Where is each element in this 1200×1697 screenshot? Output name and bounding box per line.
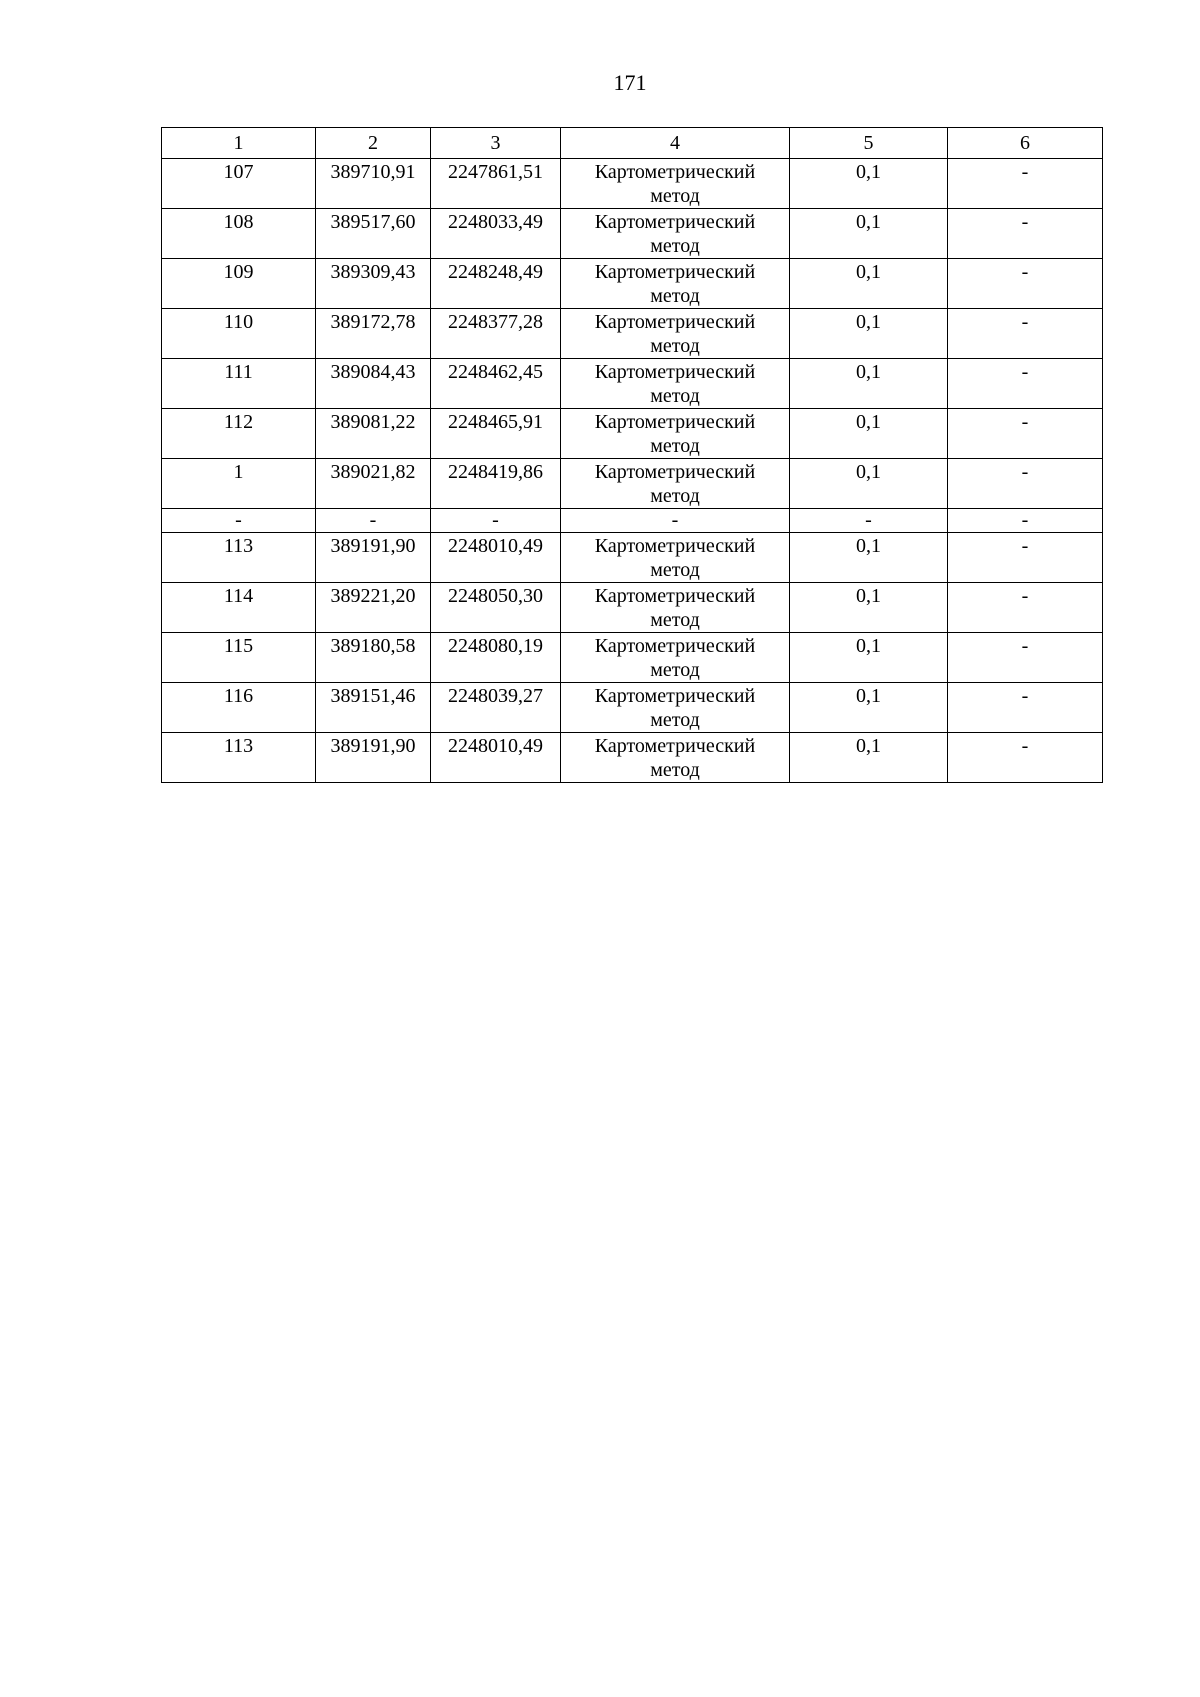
separator-cell: - bbox=[431, 509, 561, 533]
separator-cell: - bbox=[316, 509, 431, 533]
y-coordinate-cell: 2248010,49 bbox=[431, 733, 561, 783]
table-row bbox=[162, 209, 1103, 259]
coordinates-table bbox=[161, 127, 1103, 783]
method-line-1: Картометрический bbox=[594, 735, 756, 757]
y-coordinate-cell: 2248050,30 bbox=[431, 583, 561, 633]
method-line-2: метод bbox=[650, 185, 700, 207]
method-line-2: метод bbox=[650, 235, 700, 257]
accuracy-cell: 0,1 bbox=[790, 459, 948, 509]
point-number-cell: 116 bbox=[162, 683, 316, 733]
method-cell bbox=[561, 259, 790, 309]
description-cell: - bbox=[948, 209, 1103, 259]
description-cell: - bbox=[948, 309, 1103, 359]
table-row bbox=[162, 683, 1103, 733]
point-number-cell: 113 bbox=[162, 733, 316, 783]
point-number-cell: 109 bbox=[162, 259, 316, 309]
method-line-1: Картометрический bbox=[594, 211, 756, 233]
point-number-cell: 114 bbox=[162, 583, 316, 633]
method-line-1: Картометрический bbox=[594, 535, 756, 557]
method-line-2: метод bbox=[650, 559, 700, 581]
accuracy-cell: 0,1 bbox=[790, 683, 948, 733]
method-line-2: метод bbox=[650, 485, 700, 507]
table-body bbox=[162, 159, 1103, 783]
y-coordinate-cell: 2248039,27 bbox=[431, 683, 561, 733]
y-coordinate-cell: 2247861,51 bbox=[431, 159, 561, 209]
description-cell: - bbox=[948, 359, 1103, 409]
x-coordinate-cell: 389180,58 bbox=[316, 633, 431, 683]
method-cell bbox=[561, 459, 790, 509]
method-cell bbox=[561, 733, 790, 783]
method-line-1: Картометрический bbox=[594, 635, 756, 657]
accuracy-cell: 0,1 bbox=[790, 359, 948, 409]
point-number-cell: 107 bbox=[162, 159, 316, 209]
x-coordinate-cell: 389151,46 bbox=[316, 683, 431, 733]
method-line-1: Картометрический bbox=[594, 685, 756, 707]
accuracy-cell: 0,1 bbox=[790, 159, 948, 209]
point-number-cell: 110 bbox=[162, 309, 316, 359]
method-line-1: Картометрический bbox=[594, 411, 756, 433]
description-cell: - bbox=[948, 733, 1103, 783]
y-coordinate-cell: 2248462,45 bbox=[431, 359, 561, 409]
table-row bbox=[162, 633, 1103, 683]
description-cell: - bbox=[948, 259, 1103, 309]
description-cell: - bbox=[948, 459, 1103, 509]
table-row bbox=[162, 309, 1103, 359]
x-coordinate-cell: 389084,43 bbox=[316, 359, 431, 409]
description-cell: - bbox=[948, 683, 1103, 733]
table-separator-row bbox=[162, 509, 1103, 533]
point-number-cell: 113 bbox=[162, 533, 316, 583]
separator-cell: - bbox=[790, 509, 948, 533]
point-number-cell: 112 bbox=[162, 409, 316, 459]
point-number-cell: 1 bbox=[162, 459, 316, 509]
x-coordinate-cell: 389517,60 bbox=[316, 209, 431, 259]
method-cell bbox=[561, 159, 790, 209]
column-header-3: 3 bbox=[431, 128, 561, 159]
table-row bbox=[162, 733, 1103, 783]
method-line-2: метод bbox=[650, 659, 700, 681]
description-cell: - bbox=[948, 159, 1103, 209]
method-cell bbox=[561, 409, 790, 459]
accuracy-cell: 0,1 bbox=[790, 533, 948, 583]
y-coordinate-cell: 2248033,49 bbox=[431, 209, 561, 259]
table-row bbox=[162, 533, 1103, 583]
x-coordinate-cell: 389221,20 bbox=[316, 583, 431, 633]
separator-cell: - bbox=[561, 509, 790, 533]
x-coordinate-cell: 389309,43 bbox=[316, 259, 431, 309]
x-coordinate-cell: 389021,82 bbox=[316, 459, 431, 509]
method-cell bbox=[561, 309, 790, 359]
method-line-2: метод bbox=[650, 285, 700, 307]
description-cell: - bbox=[948, 583, 1103, 633]
description-cell: - bbox=[948, 409, 1103, 459]
y-coordinate-cell: 2248465,91 bbox=[431, 409, 561, 459]
column-header-6: 6 bbox=[948, 128, 1103, 159]
accuracy-cell: 0,1 bbox=[790, 583, 948, 633]
accuracy-cell: 0,1 bbox=[790, 309, 948, 359]
method-line-2: метод bbox=[650, 385, 700, 407]
method-cell bbox=[561, 633, 790, 683]
method-cell bbox=[561, 359, 790, 409]
y-coordinate-cell: 2248248,49 bbox=[431, 259, 561, 309]
x-coordinate-cell: 389191,90 bbox=[316, 733, 431, 783]
method-line-2: метод bbox=[650, 435, 700, 457]
accuracy-cell: 0,1 bbox=[790, 633, 948, 683]
x-coordinate-cell: 389172,78 bbox=[316, 309, 431, 359]
point-number-cell: 115 bbox=[162, 633, 316, 683]
method-line-1: Картометрический bbox=[594, 585, 756, 607]
point-number-cell: 111 bbox=[162, 359, 316, 409]
method-line-1: Картометрический bbox=[594, 261, 756, 283]
table-row bbox=[162, 583, 1103, 633]
table-row bbox=[162, 159, 1103, 209]
table-row bbox=[162, 259, 1103, 309]
method-cell bbox=[561, 683, 790, 733]
x-coordinate-cell: 389710,91 bbox=[316, 159, 431, 209]
y-coordinate-cell: 2248080,19 bbox=[431, 633, 561, 683]
method-line-2: метод bbox=[650, 709, 700, 731]
column-header-4: 4 bbox=[561, 128, 790, 159]
y-coordinate-cell: 2248010,49 bbox=[431, 533, 561, 583]
page-number: 171 bbox=[613, 70, 647, 95]
method-line-1: Картометрический bbox=[594, 361, 756, 383]
method-cell bbox=[561, 209, 790, 259]
accuracy-cell: 0,1 bbox=[790, 259, 948, 309]
method-line-1: Картометрический bbox=[594, 161, 756, 183]
y-coordinate-cell: 2248377,28 bbox=[431, 309, 561, 359]
separator-cell: - bbox=[948, 509, 1103, 533]
method-line-2: метод bbox=[650, 609, 700, 631]
accuracy-cell: 0,1 bbox=[790, 733, 948, 783]
table-header-row bbox=[162, 128, 1103, 159]
x-coordinate-cell: 389081,22 bbox=[316, 409, 431, 459]
accuracy-cell: 0,1 bbox=[790, 209, 948, 259]
accuracy-cell: 0,1 bbox=[790, 409, 948, 459]
method-line-1: Картометрический bbox=[594, 311, 756, 333]
column-header-2: 2 bbox=[316, 128, 431, 159]
method-line-1: Картометрический bbox=[594, 461, 756, 483]
column-header-5: 5 bbox=[790, 128, 948, 159]
y-coordinate-cell: 2248419,86 bbox=[431, 459, 561, 509]
table-row bbox=[162, 459, 1103, 509]
separator-cell: - bbox=[162, 509, 316, 533]
method-line-2: метод bbox=[650, 335, 700, 357]
method-line-2: метод bbox=[650, 759, 700, 781]
method-cell bbox=[561, 583, 790, 633]
point-number-cell: 108 bbox=[162, 209, 316, 259]
method-cell bbox=[561, 533, 790, 583]
table-row bbox=[162, 359, 1103, 409]
description-cell: - bbox=[948, 633, 1103, 683]
x-coordinate-cell: 389191,90 bbox=[316, 533, 431, 583]
description-cell: - bbox=[948, 533, 1103, 583]
table-row bbox=[162, 409, 1103, 459]
column-header-1: 1 bbox=[162, 128, 316, 159]
